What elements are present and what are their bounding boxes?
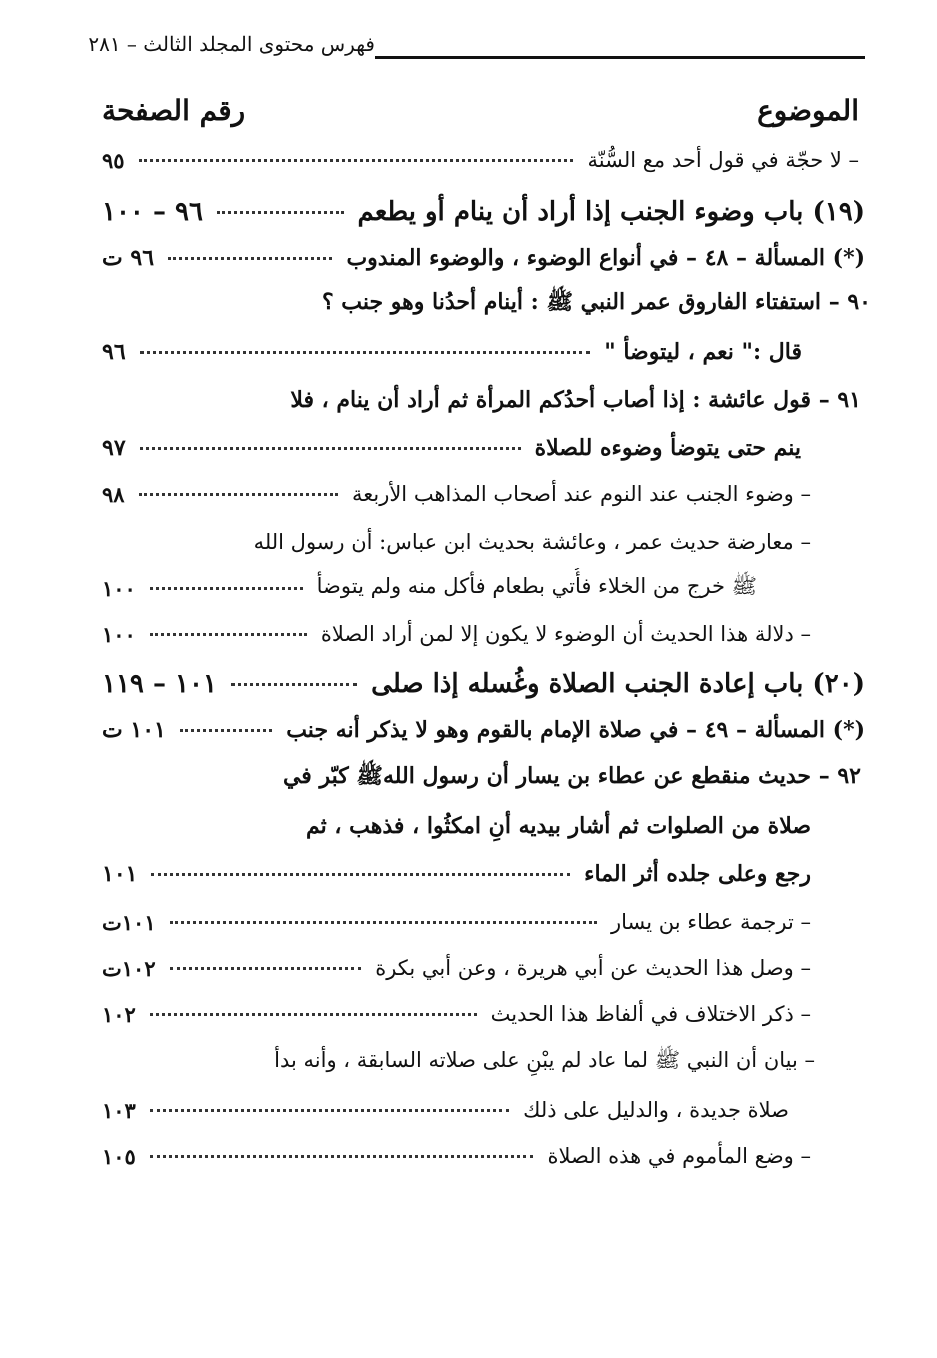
- page-number: ١٠١ت: [102, 909, 156, 935]
- entry-text: – وصل هذا الحديث عن أبي هريرة ، وعن أبي بكرة: [375, 956, 811, 980]
- toc-hadith-continuation: [102, 428, 801, 468]
- leader-dots: [150, 587, 303, 590]
- page-number: ١٠٥: [102, 1143, 136, 1169]
- page-number: ٩٦ ت: [102, 245, 155, 271]
- entry-text: (*) المسألة – ٤٩ – في صلاة الإمام بالقوم وهو لا يذكر أنه جنب: [286, 717, 865, 743]
- leader-dots: [180, 729, 272, 732]
- toc-entry-continuation: [102, 1090, 789, 1130]
- entry-text: – ذكر الاختلاف في ألفاظ هذا الحديث: [490, 1002, 811, 1026]
- header-rule: [375, 56, 865, 59]
- leader-dots: [151, 873, 570, 876]
- page-number: ٩٨: [102, 481, 125, 507]
- page-number: ١٠١ – ١١٩: [102, 669, 217, 699]
- page-number: ٩٧: [102, 435, 126, 461]
- page-header: [88, 32, 865, 72]
- leader-dots: [150, 1109, 509, 1112]
- leader-dots: [150, 1155, 534, 1158]
- page-number: ١٠١ ت: [102, 717, 166, 743]
- leader-dots: [170, 967, 362, 970]
- toc-entry: [102, 902, 811, 942]
- toc-hadith-continuation: [102, 854, 811, 894]
- toc-hadith-continuation: [102, 332, 802, 372]
- toc-entry: [102, 614, 811, 654]
- toc-chapter-entry: [102, 192, 865, 232]
- page-number: ١٠٠: [102, 621, 136, 647]
- entry-text: ٩١ – قول عائشة : إذا أصاب أحدُكم المرأة ثم أراد أن ينام ، فلا: [290, 387, 861, 413]
- leader-dots: [217, 211, 344, 214]
- toc-entry: [102, 522, 811, 562]
- leader-dots: [168, 257, 332, 260]
- toc-hadith-continuation: [102, 806, 811, 846]
- toc-entry: [102, 474, 811, 514]
- leader-dots: [140, 351, 591, 354]
- page-number: ١٠١: [102, 861, 138, 887]
- leader-dots: [150, 1013, 477, 1016]
- leader-dots: [170, 921, 597, 924]
- entry-text: (١٩) باب وضوء الجنب إذا أراد أن ينام أو يطعم: [357, 197, 865, 227]
- page-column-heading: رقم الصفحة: [102, 94, 246, 127]
- toc-entry: [102, 140, 859, 180]
- entry-text: – معارضة حديث عمر ، وعائشة بحديث ابن عباس: أن رسول الله: [253, 530, 811, 554]
- toc-hadith-entry: [102, 758, 861, 798]
- topic-column-heading: الموضوع: [757, 94, 859, 127]
- toc-issue-entry: [102, 238, 865, 278]
- entry-text: – وضع المأموم في هذه الصلاة: [547, 1144, 811, 1168]
- entry-text: – ترجمة عطاء بن يسار: [611, 910, 811, 934]
- leader-dots: [139, 159, 574, 162]
- entry-text: ٩٠ – استفتاء الفاروق عمر النبي ﷺ : أينام أحدُنا وهو جنب ؟: [321, 289, 871, 315]
- toc-entry: [102, 1042, 815, 1082]
- running-header: فهرس محتوى المجلد الثالث – ٢٨١: [88, 32, 375, 56]
- toc-chapter-entry: [102, 664, 865, 704]
- entry-text: ﷺ خرج من الخلاء فأُتي بطعام فأكل منه ولم يتوضأ: [316, 573, 757, 598]
- toc-issue-entry: [102, 710, 865, 750]
- toc-entry: [102, 948, 811, 988]
- leader-dots: [150, 633, 307, 636]
- entry-text: صلاة جديدة ، والدليل على ذلك: [523, 1098, 789, 1122]
- entry-text: – وضوء الجنب عند النوم عند أصحاب المذاهب الأربعة: [351, 482, 811, 506]
- leader-dots: [140, 447, 521, 450]
- entry-text: – دلالة هذا الحديث أن الوضوء لا يكون إلا لمن أراد الصلاة: [320, 622, 811, 646]
- page-number: ٩٥: [102, 147, 125, 173]
- leader-dots: [231, 683, 357, 686]
- toc-entry-continuation: [102, 568, 757, 608]
- page-number: ١٠٢ت: [102, 955, 156, 981]
- entry-text: رجع وعلى جلده أثر الماء: [584, 861, 811, 887]
- page-number: ٩٦: [102, 339, 126, 365]
- toc-entry: [102, 1136, 811, 1176]
- toc-hadith-entry: [102, 380, 861, 420]
- entry-text: صلاة من الصلوات ثم أشار بيديه أنِ امكثُوا ، فذهب ، ثم: [305, 813, 811, 839]
- entry-text: قال :" نعم ، ليتوضأ ": [604, 339, 802, 365]
- page-number: ١٠٣: [102, 1097, 136, 1123]
- entry-text: ٩٢ – حديث منقطع عن عطاء بن يسار أن رسول اللهﷺ كبّر في: [282, 763, 861, 789]
- page-number: ٩٦ – ١٠٠: [102, 197, 203, 227]
- entry-text: – بيان أن النبي ﷺ لما عاد لم يبْنِ على صلاته السابقة ، وأنه بدأ: [274, 1047, 815, 1072]
- entry-text: (*) المسألة – ٤٨ – في أنواع الوضوء ، والوضوء المندوب: [346, 245, 865, 271]
- entry-text: (٢٠) باب إعادة الجنب الصلاة وغُسله إذا صلى: [371, 669, 865, 699]
- page-number: ١٠٢: [102, 1001, 136, 1027]
- entry-text: ينم حتى يتوضأ وضوءه للصلاة: [534, 435, 801, 461]
- page-number: ١٠٠: [102, 575, 136, 601]
- entry-text: – لا حجّة في قول أحد مع السُّنّة: [587, 148, 859, 172]
- toc-hadith-entry: [102, 284, 871, 324]
- leader-dots: [139, 493, 338, 496]
- toc-entry: [102, 994, 811, 1034]
